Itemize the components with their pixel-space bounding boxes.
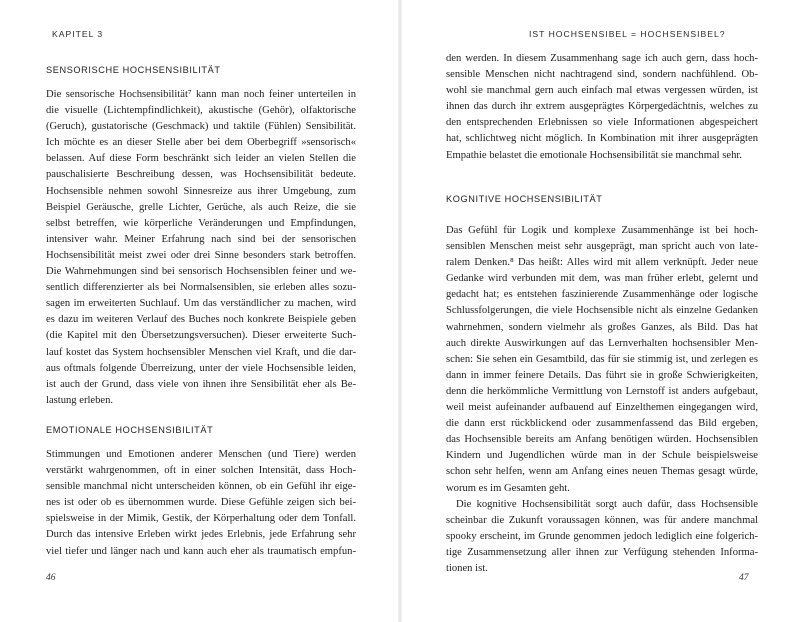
- text-line: Ich möchte es an dieser Stelle aber bei dem Oberbegriff »sensorisch«: [46, 137, 356, 149]
- text-line: Hochsensibilität meist zwei oder drei Sinne besonders stark betroffen.: [46, 249, 356, 261]
- text-line: intensiver wahr. Meiner Erfahrung nach sind bei der sensorischen: [46, 233, 356, 245]
- text-line: sentlich differenzierter als bei Normalsensiblen, sie erleben alles sozu-: [46, 282, 356, 294]
- text-line: belassen. Auf diese Form beschränkt sich leider an vielen Stellen die: [46, 153, 356, 165]
- text-line: tige Zusammensetzung aller ihnen zur Verfügung stehenden Informa-: [446, 546, 758, 558]
- text-line: sensible manchmal nicht unterscheiden können, ob ein Gefühl ihr eige-: [46, 481, 356, 493]
- text-line: das Hochsensible bereits am Anfang benötigen würden. Hochsensiblen: [446, 434, 758, 446]
- text-line: viel tiefer und länger nach und kann auch eher als traumatisch empfun-: [46, 545, 356, 557]
- text-line: Kindern und Jugendlichen würde man in der Schule beispielsweise: [446, 450, 758, 462]
- text-line: den entsprechenden Erlebnissen so viele Informationen abgespeichert: [446, 117, 758, 129]
- text-line: schon sehr helfen, wenn am Anfang eines neuen Themas gesagt würde,: [446, 466, 758, 478]
- running-head-left: KAPITEL 3: [52, 29, 104, 39]
- right-page: [400, 0, 800, 622]
- section-heading-emotional: EMOTIONALE HOCHSENSIBILITÄT: [46, 425, 214, 435]
- text-line: Hochsensible nehmen sowohl Sinnesreize aus ihrer Umgebung, zum: [46, 185, 356, 197]
- text-line: den werden. In diesem Zusammenhang sage ich auch gern, dass hoch-: [446, 53, 758, 64]
- text-line: gedacht hat; es entstehen faszinierende Zusammenhänge oder logische: [446, 289, 758, 301]
- text-line: nes ist oder ob es übernommen wurde. Diese Gefühle zeigen sich bei-: [46, 497, 356, 509]
- text-line: wohl sie manchmal gern auch einfach mal etwas vergessen würden, ist: [446, 85, 758, 97]
- text-line: die dann erst rückblickend oder zusammenfassend das Bild ergeben,: [446, 418, 758, 430]
- text-line: verstärkt wahrgenommen, oft in einer solchen Intensität, dass Hoch-: [46, 465, 356, 477]
- text-line: ihnen das durch ihr extrem ausgeprägtes Körpergedächtnis, welches zu: [446, 101, 758, 113]
- text-line: worum es im Gesamten geht.: [446, 482, 570, 494]
- page-number-right: 47: [739, 573, 749, 583]
- text-line: schen: Sie sehen ein Gesamtbild, das für sie stimmig ist, und zerlegen es: [446, 353, 758, 365]
- text-line: lastung erleben.: [46, 394, 114, 406]
- text-line: ralem Denken.⁸ Das heißt: Alles wird mit allem verknüpft. Jeder neue: [446, 257, 758, 269]
- text-line: pauschalisierte Beschreibung dessen, was Hochsensibilität bedeute.: [46, 169, 356, 181]
- text-line: Die Wahrnehmungen sind bei sensorisch Hochsensiblen feiner und we-: [46, 266, 356, 278]
- page-number-left: 46: [46, 573, 56, 583]
- text-line: scheinbar die Zukunft voraussagen können, was für andere manchmal: [446, 514, 758, 526]
- text-line: hat, schlichtweg nicht möglich. In Kombination mit ihrer ausgeprägten: [446, 133, 758, 145]
- text-line: Gedanke wird verbunden mit dem, was man früher erlebt, gelernt und: [446, 273, 758, 285]
- text-line: Die kognitive Hochsensibilität sorgt auch dafür, dass Hochsensible: [456, 498, 758, 510]
- section-heading-sensorisch: SENSORISCHE HOCHSENSIBILITÄT: [46, 65, 221, 75]
- text-line: selbst betreffen, wie körperliche Veränderungen und Empfindungen,: [46, 217, 356, 229]
- text-line: sensiblen Menschen meist sehr ausgeprägt, man spricht auch von late-: [446, 241, 758, 253]
- text-line: Empathie belastet die emotionale Hochsensibilität sie manchmal sehr.: [446, 149, 742, 161]
- text-line: Durch das intensive Erleben wirkt jedes Erlebnis, jede Erfahrung sehr: [46, 529, 356, 541]
- text-line: spooky erscheint, im Grunde genommen jedoch lediglich eine folgerich-: [446, 530, 758, 542]
- text-line: denn die herkömmliche Vermittlung von Lernstoff ist anders aufgebaut,: [446, 385, 758, 397]
- section-heading-kognitiv: KOGNITIVE HOCHSENSIBILITÄT: [446, 194, 603, 204]
- text-line: Das Gefühl für Logik und komplexe Zusammenhänge ist bei hoch-: [446, 225, 758, 236]
- running-head-right: IST HOCHSENSIBEL = HOCHSENSIBEL?: [529, 29, 726, 39]
- text-line: sagen im erweiterten Suchlauf. Um das verständlicher zu machen, wird: [46, 298, 356, 310]
- paragraph-emotional: [46, 447, 356, 560]
- text-line: Die sensorische Hochsensibilität⁷ kann man noch feiner unterteilen in: [46, 89, 356, 100]
- text-line: ist auch der Grund, dass viele von ihnen ihre Sensibilität eher als Be-: [46, 378, 356, 390]
- text-line: Beispiel Geräusche, grelle Lichter, Gerüche, als auch Reize, die sie: [46, 201, 356, 213]
- paragraph-kognitiv: [446, 223, 758, 577]
- text-line: (Geruch), gustatorische (Geschmack) und taktile (Fühlen) Sensibilität.: [46, 121, 356, 133]
- text-line: lauf kostet das System hochsensibler Menschen viel Kraft, und die dar-: [46, 346, 356, 358]
- text-line: die visuelle (Lichtempfindlichkeit), akustische (Gehör), olfaktorische: [46, 105, 356, 117]
- paragraph-sensorisch: [46, 87, 356, 409]
- text-line: wahrnehmen, sondern vielmehr als großes Ganzes, als Bild. Das hat: [446, 321, 758, 333]
- text-line: weil meist aufeinander aufbauend auf Einzelthemen eingegangen wird,: [446, 402, 758, 414]
- text-line: es dazu im weiteren Verlauf des Buches noch konkrete Beispiele geben: [46, 314, 356, 326]
- text-line: Stimmungen und Emotionen anderer Menschen (und Tiere) werden: [46, 449, 356, 460]
- text-line: dann in immer feinere Details. Das führt sie in große Schwierigkeiten,: [446, 369, 758, 381]
- text-line: tionen ist.: [446, 562, 488, 574]
- text-line: Schlussfolgerungen, die viele Hochsensible nicht als einzelne Gedanken: [446, 305, 758, 317]
- text-line: (die Kapitel mit den Übersetzungsversuchen). Dieser erweiterte Such-: [46, 330, 356, 342]
- paragraph-continuation: [446, 51, 758, 164]
- text-line: spielsweise in der Mimik, Gestik, der Körperhaltung oder dem Tonfall.: [46, 513, 356, 525]
- text-line: aus oftmals folgende Überreizung, unter der viele Hochsensible leiden,: [46, 362, 356, 374]
- text-line: sensible Menschen nicht nachtragend sind, sondern nachfühlend. Ob-: [446, 69, 758, 81]
- text-line: auch direkte Auswirkungen auf das Lernverhalten hochsensibler Men-: [446, 337, 758, 349]
